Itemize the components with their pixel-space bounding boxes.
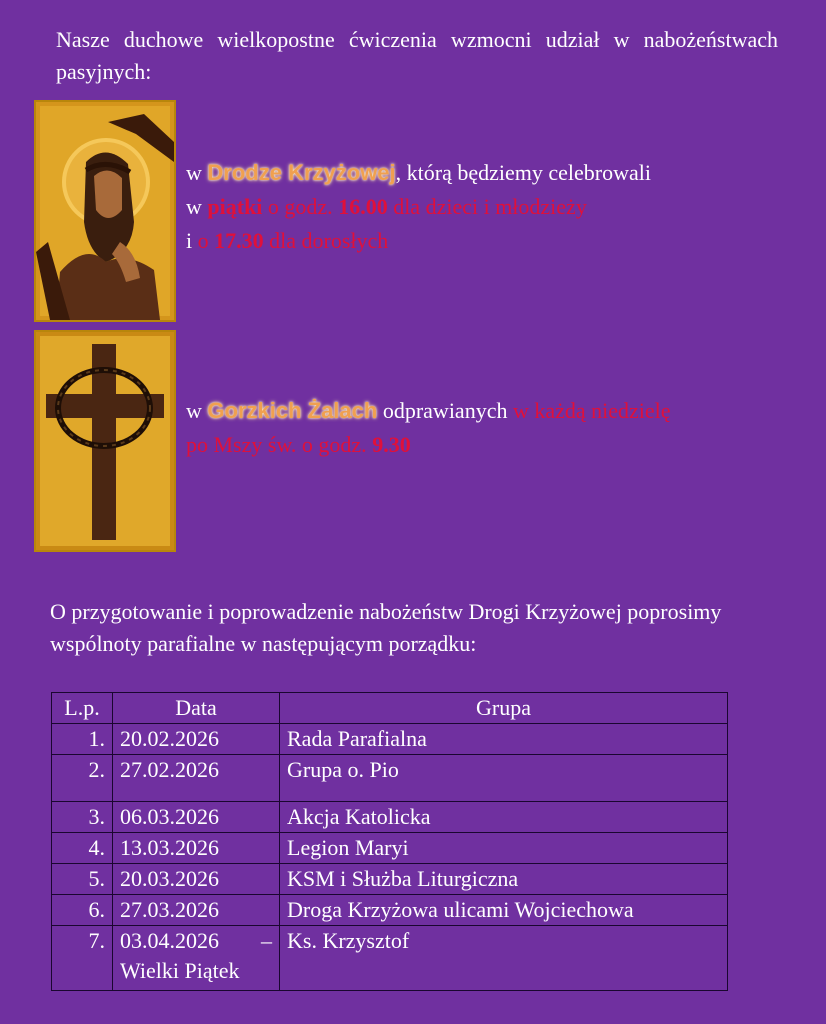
jesus-carrying-cross-icon [34,100,176,322]
row-group: Akcja Katolicka [280,802,728,833]
bitter-lament-info [186,394,796,462]
way-of-cross-line3 [186,224,786,258]
row-date: 27.03.2026 [113,895,280,926]
table-row [52,802,728,833]
bitter-lament-after-mass: po Mszy św. o godz. [186,432,373,457]
row-date [113,926,280,991]
row-group: Grupa o. Pio [280,755,728,802]
bitter-lament-line1 [186,394,796,428]
row-group: KSM i Służba Liturgiczna [280,864,728,895]
way-of-cross-o: o [197,228,215,253]
row-lp: 7. [52,926,113,991]
row-date-line [120,926,272,956]
row-date-dash: – [261,928,272,953]
row-lp: 3. [52,802,113,833]
way-of-cross-text1: , którą będziemy celebrowali [395,160,651,185]
way-of-cross-line1 [186,156,786,190]
row-group: Rada Parafialna [280,724,728,755]
row-date: 20.03.2026 [113,864,280,895]
schedule-intro: O przygotowanie i poprowadzenie nabożeństw Drogi Krzyżowej poprosimy wspólnoty parafialne w następującym porządku: [50,599,722,656]
schedule-table [51,692,728,991]
header-date: Data [113,693,280,724]
table-row [52,864,728,895]
way-of-cross-line2-prefix: w [186,194,208,219]
row-group: Ks. Krzysztof [280,926,728,991]
row-date-extra: Wielki Piątek [120,958,240,983]
way-of-cross-at: o godz. [262,194,339,219]
row-lp: 2. [52,755,113,802]
row-group: Legion Maryi [280,833,728,864]
way-of-cross-info [186,156,786,258]
table-row [52,926,728,991]
row-date: 27.02.2026 [113,755,280,802]
row-date: 20.02.2026 [113,724,280,755]
row-lp: 6. [52,895,113,926]
intro-paragraph: Nasze duchowe wielkopostne ćwiczenia wzmocni udział w nabożeństwach pasyjnych: [56,27,778,84]
way-of-cross-for-adults: dla dorosłych [263,228,389,253]
way-of-cross-name: Drodze Krzyżowej [207,160,396,185]
bitter-lament-when: w każdą niedzielę [512,398,671,423]
table-row [52,895,728,926]
bitter-lament-prefix: w [186,398,208,423]
row-date-value: 03.04.2026 [120,928,219,953]
row-date: 13.03.2026 [113,833,280,864]
way-of-cross-line3-prefix: i [186,228,198,253]
way-of-cross-line2 [186,190,786,224]
bitter-lament-time: 9.30 [372,432,411,457]
row-lp: 4. [52,833,113,864]
bitter-lament-text1: odprawianych [377,398,513,423]
cross-with-crown-of-thorns-icon [34,330,176,552]
bitter-lament-line2 [186,428,796,462]
row-lp: 1. [52,724,113,755]
table-row [52,833,728,864]
way-of-cross-day: piątki [207,194,263,219]
row-group: Droga Krzyżowa ulicami Wojciechowa [280,895,728,926]
row-lp: 5. [52,864,113,895]
header-group: Grupa [280,693,728,724]
way-of-cross-time1: 16.00 [338,194,388,219]
bitter-lament-name: Gorzkich Żalach [207,398,378,423]
table-row [52,724,728,755]
table-header-row [52,693,728,724]
table-row [52,755,728,802]
way-of-cross-prefix: w [186,160,208,185]
way-of-cross-time2: 17.30 [214,228,264,253]
header-lp: L.p. [52,693,113,724]
way-of-cross-for-children: dla dzieci i młodzieży [387,194,587,219]
row-date: 06.03.2026 [113,802,280,833]
